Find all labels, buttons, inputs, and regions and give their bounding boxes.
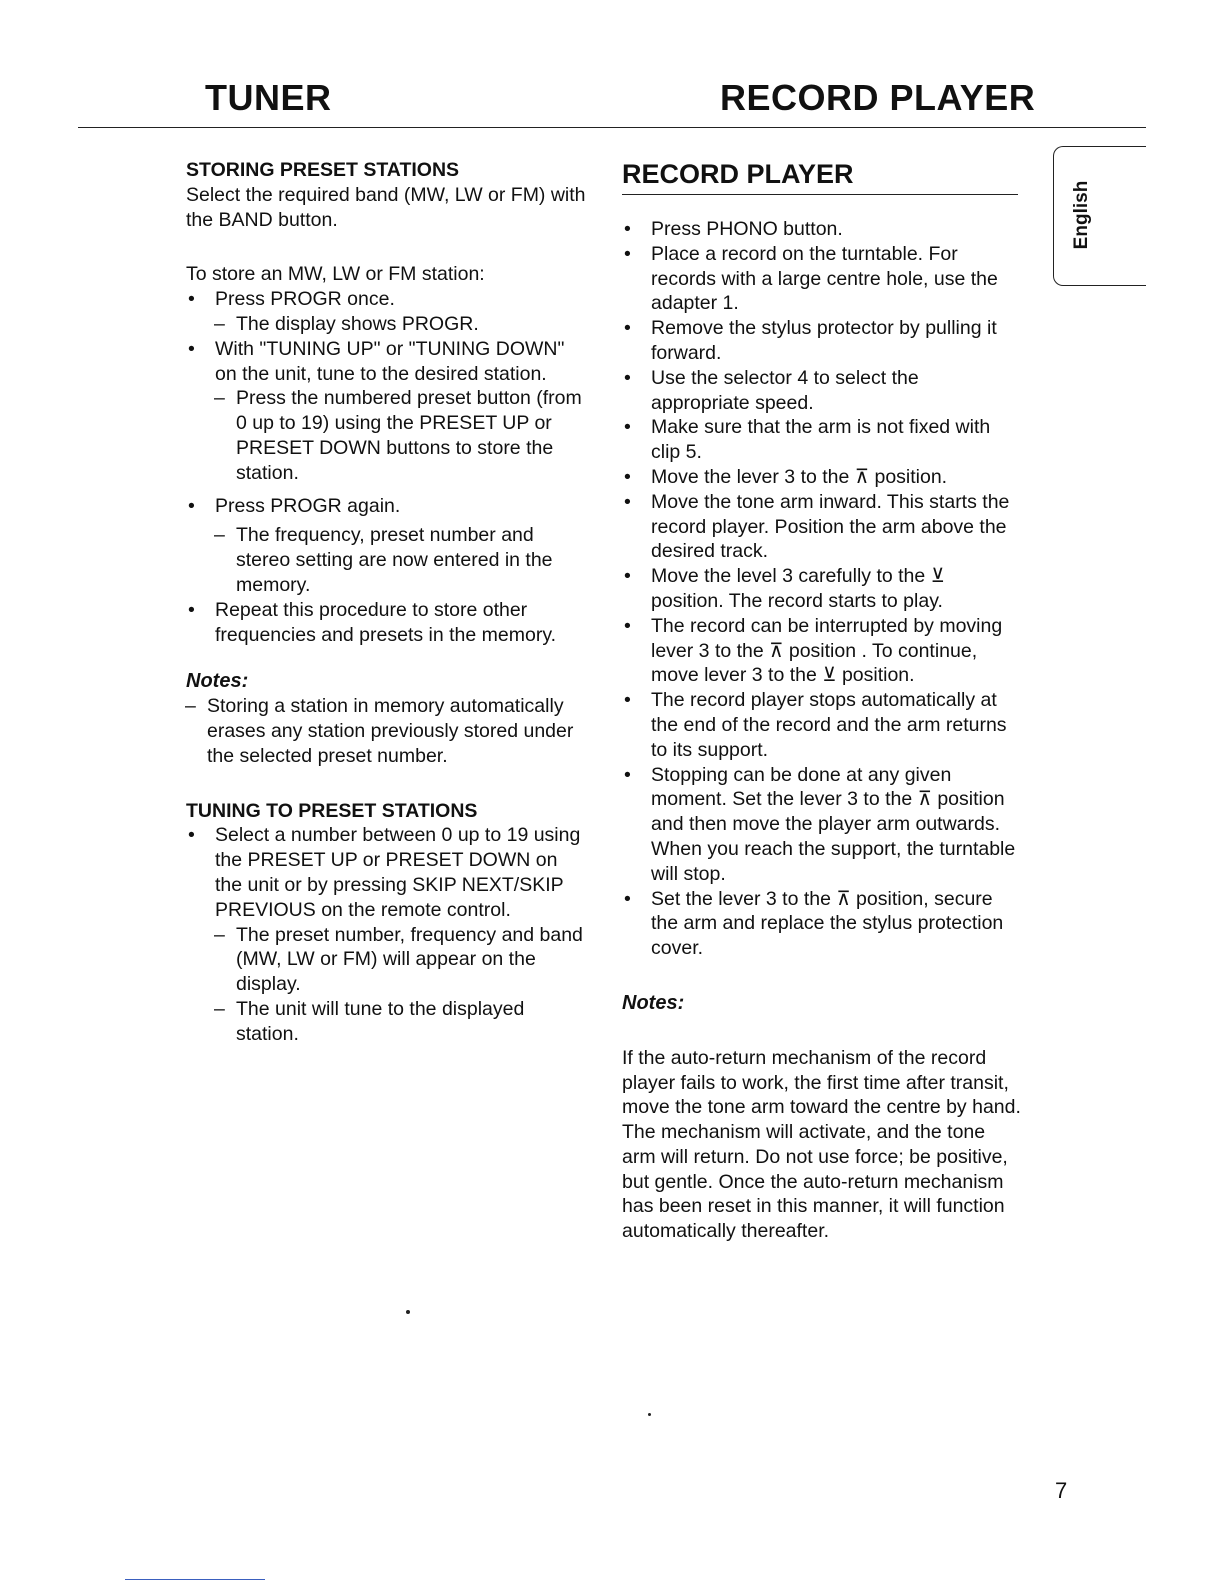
notes-label: Notes:: [186, 670, 249, 693]
language-tab: [1053, 146, 1146, 286]
storing-steps: [186, 287, 586, 647]
step-text: Press PROGR again.: [215, 494, 401, 517]
page-header-record-player: RECORD PLAYER: [720, 77, 1036, 118]
list-item: [186, 823, 586, 1046]
record-player-steps: [622, 217, 1022, 961]
note-item: – Storing a station in memory automatically erases any station previously stored under the selected preset number.: [183, 694, 586, 768]
record-player-note: If the auto-return mechanism of the record player fails to work, the first time after transit, move the tone arm toward the centre by hand. The mechanism will activate, and the tone arm will return. Do not use force; be positive, but gentle. Once the auto-return mechanism has been reset in this manner, it will function automatically thereafter.: [622, 1046, 1021, 1243]
sub-item: – The preset number, frequency and band (MW, LW or FM) will appear on the display.: [212, 923, 586, 997]
storing-intro: Select the required band (MW, LW or FM) with the BAND button.: [186, 183, 586, 231]
record-player-column: [622, 158, 1022, 1244]
scan-speck: [406, 1310, 410, 1314]
list-item: • Place a record on the turntable. For records with a large centre hole, use the adapter 1.: [622, 242, 1022, 316]
list-item: • Press PHONO button.: [622, 217, 1022, 242]
list-item: • Stopping can be done at any given moment. Set the lever 3 to the ⊼ position and then move the player arm outwards. When you reach the support, the turntable will stop.: [622, 763, 1022, 887]
tuner-column: [186, 158, 586, 1047]
list-item: • The record player stops automatically at the end of the record and the arm returns to its support.: [622, 688, 1022, 762]
storing-lead: To store an MW, LW or FM station:: [186, 263, 485, 286]
page-header-tuner: TUNER: [205, 77, 332, 118]
step-text: Select a number between 0 up to 19 using the PRESET UP or PRESET DOWN on the unit or by pressing SKIP NEXT/SKIP PREVIOUS on the remote control.: [215, 824, 581, 921]
scan-speck: [648, 1413, 651, 1416]
step-text: Press PROGR once.: [215, 288, 395, 311]
language-tab-label: English: [1071, 180, 1092, 250]
sub-item: – Press the numbered preset button (from 0 up to 19) using the PRESET UP or PRESET DOWN buttons to store the station.: [212, 386, 586, 485]
storing-heading: STORING PRESET STATIONS: [186, 159, 460, 181]
list-item: [186, 287, 586, 337]
list-item: • Move the tone arm inward. This starts the record player. Position the arm above the desired track.: [622, 490, 1022, 564]
list-item: • The record can be interrupted by moving lever 3 to the ⊼ position . To continue, move lever 3 to the ⊻ position.: [622, 614, 1022, 688]
notes-label: Notes:: [622, 991, 685, 1014]
list-item: • Repeat this procedure to store other frequencies and presets in the memory.: [186, 598, 586, 648]
sub-item: – The display shows PROGR.: [212, 312, 586, 337]
list-item: [186, 494, 586, 598]
list-item: • Make sure that the arm is not fixed with clip 5.: [622, 415, 1022, 465]
list-item: • Use the selector 4 to select the appropriate speed.: [622, 366, 1022, 416]
page-number: 7: [1055, 1478, 1068, 1503]
tuning-heading: TUNING TO PRESET STATIONS: [186, 799, 478, 822]
tuning-steps: [186, 823, 586, 1046]
sub-item: – The unit will tune to the displayed station.: [212, 997, 586, 1047]
step-text: With "TUNING UP" or "TUNING DOWN" on the unit, tune to the desired station.: [215, 337, 565, 385]
list-item: • Move the level 3 carefully to the ⊻ position. The record starts to play.: [622, 564, 1022, 614]
footer-rule: [125, 1579, 265, 1580]
list-item: [186, 337, 586, 486]
header-divider: [78, 127, 1146, 128]
record-player-heading: RECORD PLAYER: [622, 158, 1018, 195]
list-item: • Move the lever 3 to the ⊼ position.: [622, 465, 1022, 490]
sub-item: – The frequency, preset number and stereo setting are now entered in the memory.: [212, 523, 586, 597]
list-item: • Remove the stylus protector by pulling it forward.: [622, 316, 1022, 366]
list-item: • Set the lever 3 to the ⊼ position, secure the arm and replace the stylus protection cover.: [622, 887, 1022, 961]
